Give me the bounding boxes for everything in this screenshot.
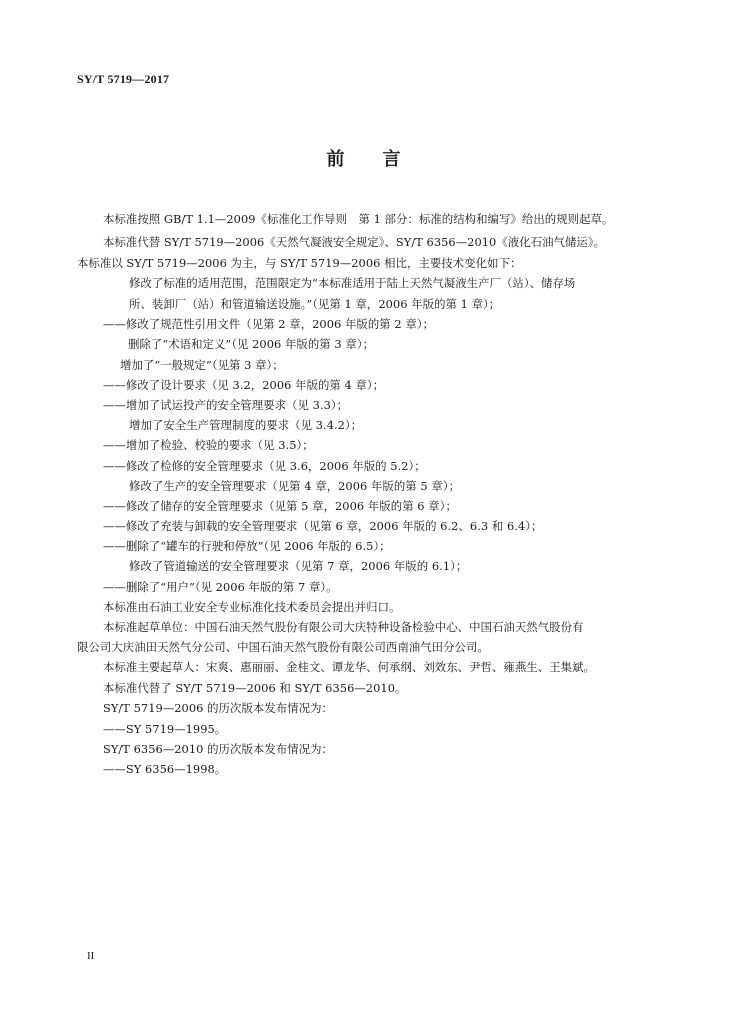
text-line: SY/T 5719—2006 的历次版本发布情况为： [103, 701, 333, 715]
text-line: 增加了“一般规定”（见第 3 章）； [120, 358, 284, 372]
text-line: 本标准代替 SY/T 5719—2006《天然气凝液安全规定》、SY/T 6356—2010《液化石油气储运》。 [103, 235, 606, 249]
text-line: 修改了管道输送的安全管理要求（见第 7 章，2006 年版的 6.1）； [129, 559, 468, 573]
text-line: 本标准按照 GB/T 1.1—2009《标准化工作导则 第 1 部分：标准的结构和编写》给出的规则起草。 [103, 212, 614, 226]
text-line: ——SY 5719—1995。 [103, 722, 227, 736]
text-line: ——修改了规范性引用文件（见第 2 章，2006 年版的第 2 章）； [103, 317, 435, 331]
text-line: ——修改了储存的安全管理要求（见第 5 章，2006 年版的第 6 章）； [103, 499, 457, 513]
text-line: 本标准由石油工业安全专业标准化技术委员会提出并归口。 [103, 600, 401, 614]
text-line: 本标准以 SY/T 5719—2006 为主，与 SY/T 5719—2006 相比，主要技术变化如下： [77, 256, 522, 270]
standard-code-header: SY/T 5719—2017 [77, 72, 170, 86]
text-line: 本标准起草单位：中国石油天然气股份有限公司大庆特种设备检验中心、中国石油天然气股份有 [103, 620, 584, 634]
text-line: 增加了安全生产管理制度的要求（见 3.4.2）； [129, 418, 363, 432]
text-line: 修改了生产的安全管理要求（见第 4 章，2006 年版的第 5 章）； [129, 479, 461, 493]
text-line: 删除了“术语和定义”（见 2006 年版的第 3 章）； [128, 337, 375, 351]
text-line: ——增加了检验、校验的要求（见 3.5）； [103, 438, 314, 452]
text-line: 限公司大庆油田天然气分公司、中国石油天然气股份有限公司西南油气田分公司。 [77, 640, 489, 654]
title-char-1: 前 [326, 149, 347, 170]
text-line: 本标准主要起草人：宋爽、惠丽丽、金桂文、谭龙华、何承纲、刘效东、尹哲、雍燕生、王集斌。 [103, 660, 595, 674]
text-line: ——修改了检修的安全管理要求（见 3.6，2006 年版的 5.2）； [103, 459, 426, 473]
text-line: ——修改了设计要求（见 3.2，2006 年版的第 4 章）； [103, 378, 385, 392]
text-line: 修改了标准的适用范围，范围限定为“本标准适用于陆上天然气凝液生产厂（站）、储存场 [129, 276, 576, 290]
text-line: ——修改了充装与卸载的安全管理要求（见第 6 章，2006 年版的 6.2、6.3 和 6.4）； [103, 519, 543, 533]
text-line: 本标准代替了 SY/T 5719—2006 和 SY/T 6356—2010。 [103, 681, 407, 695]
text-line: ——删除了“用户”（见 2006 年版的第 7 章）。 [103, 580, 338, 594]
text-line: SY/T 6356—2010 的历次版本发布情况为： [103, 742, 333, 756]
page-title [0, 145, 729, 171]
text-line: ——删除了“罐车的行驶和停放”（见 2006 年版的 6.5）； [103, 539, 391, 553]
text-line: ——SY 6356—1998。 [103, 762, 227, 776]
title-char-2: 言 [382, 149, 403, 170]
page-number: II [87, 950, 95, 962]
text-line: ——增加了试运投产的安全管理要求（见 3.3）； [103, 398, 349, 412]
text-line: 所、装卸厂（站）和管道输送设施。”（见第 1 章，2006 年版的第 1 章）； [129, 297, 501, 311]
